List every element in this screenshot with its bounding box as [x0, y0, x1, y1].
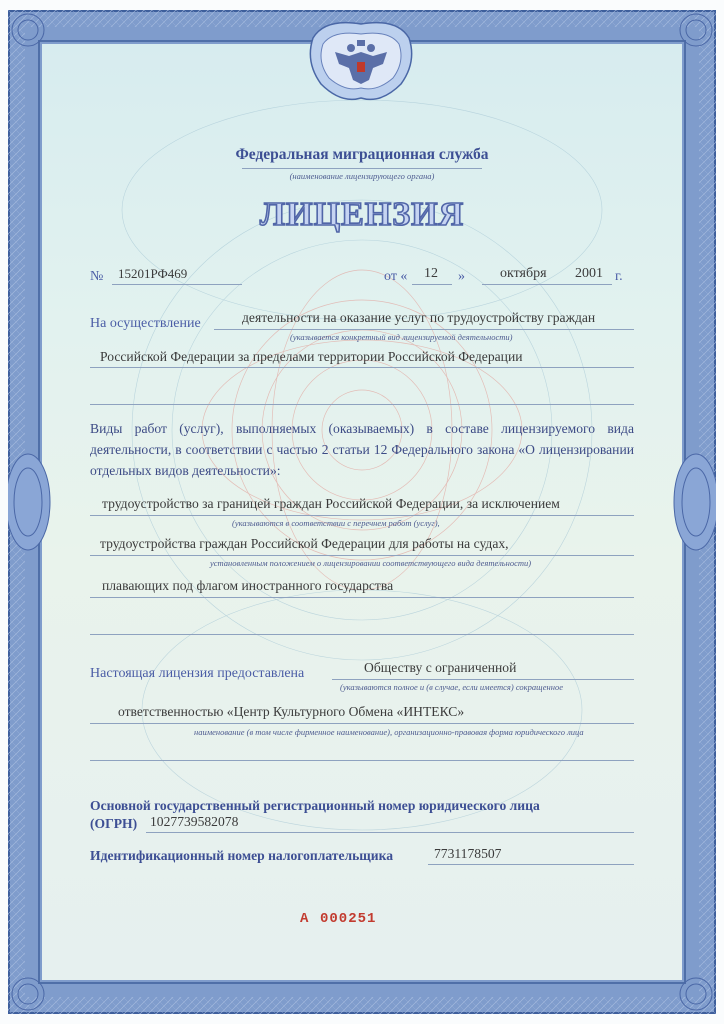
blank-number: 000251 [320, 911, 377, 927]
activity-line1: деятельности на оказание услуг по трудоустройству граждан [242, 310, 596, 325]
licensee-hint1: (указываются полное и (в случае, если имеется) сокращенное [340, 682, 563, 692]
works-line3: плавающих под флагом иностранного государства [102, 578, 394, 593]
activity-hint: (указывается конкретный вид лицензируемой деятельности) [290, 332, 513, 342]
document-body [42, 44, 682, 980]
document-title: ЛИЦЕНЗИЯ [259, 196, 465, 233]
licensee-line1: Обществу с ограниченной [364, 660, 517, 675]
works-line1: трудоустройство за границей граждан Российской Федерации, за исключением [102, 496, 560, 511]
licensee-hint2: наименование (в том числе фирменное наименование), организационно-правовая форма юридического лица [194, 727, 584, 737]
date-day: 12 [424, 266, 438, 281]
number-label: № [90, 269, 104, 284]
date-year: 2001 [575, 266, 603, 281]
license-number: 15201РФ469 [118, 266, 188, 281]
ogrn-label-line1: Основной государственный регистрационный номер юридического лица [90, 798, 540, 813]
works-hint2: установленным положением о лицензировании соответствующего вида деятельности) [210, 558, 532, 568]
inn-label: Идентификационный номер налогоплательщика [90, 848, 394, 863]
works-hint1: (указываются в соответствии с перечнем работ (услуг), [232, 518, 440, 528]
activity-label: На осуществление [90, 316, 201, 331]
inn-value: 7731178507 [434, 846, 502, 861]
works-line2: трудоустройства граждан Российской Федерации для работы на судах, [100, 536, 509, 551]
date-year-suffix: г. [615, 269, 623, 284]
date-month: октября [500, 266, 547, 281]
authority-name: Федеральная миграционная служба [235, 146, 489, 163]
works-intro: Виды работ (услуг), выполняемых (оказываемых) в составе лицензируемого вида деятельности, в соответствии с частью 2 статьи 12 Федерального закона «О лицензировании отдельных видов деятельности»: [90, 421, 634, 478]
date-quote-close: » [458, 269, 465, 284]
activity-line2: Российской Федерации за пределами территории Российской Федерации [100, 349, 523, 364]
ogrn-label-line2: (ОГРН) [90, 816, 138, 831]
licensee-label: Настоящая лицензия предоставлена [90, 666, 305, 681]
date-from-label: от « [384, 269, 408, 284]
licensee-line2: ответственностью «Центр Культурного Обмена «ИНТЕКС» [118, 704, 465, 719]
blank-series: А [300, 911, 310, 927]
authority-hint: (наименование лицензирующего органа) [289, 171, 435, 181]
ogrn-value: 1027739582078 [150, 814, 239, 829]
